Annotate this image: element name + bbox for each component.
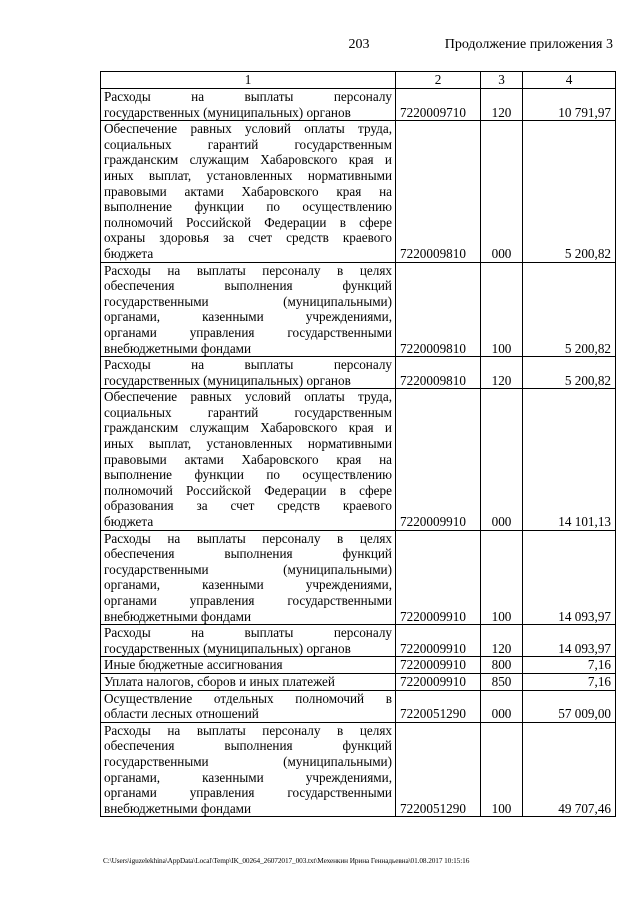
row-description [101, 673, 396, 690]
description-line: органами управления государственными [104, 324, 392, 340]
description-line: государственных (муниципальных) органов [104, 104, 351, 120]
description-line: Уплата налогов, сборов и иных платежей [104, 673, 335, 689]
target-code: 7220009910 [396, 673, 481, 690]
row-description [101, 121, 396, 262]
row-description [101, 657, 396, 674]
expense-type: 120 [481, 625, 523, 657]
amount: 49 707,46 [523, 722, 616, 817]
description-line: органами, казенными учреждениями, [104, 309, 392, 325]
row-description [101, 389, 396, 530]
description-line: внебюджетными фондами [104, 800, 252, 816]
table-row [101, 262, 616, 357]
description-line: государственных (муниципальных) органов [104, 640, 351, 656]
description-line: бюджета [104, 514, 154, 530]
expense-type: 100 [481, 262, 523, 357]
description-line: гражданским служащим Хабаровского края и [104, 420, 392, 436]
column-header-2: 2 [396, 72, 481, 89]
description-line: правовыми актами Хабаровского края на [104, 183, 392, 199]
description-line: Расходы на выплаты персоналу в целях [104, 722, 392, 738]
row-description [101, 262, 396, 357]
target-code: 7220009810 [396, 262, 481, 357]
footer-file-path: C:\Users\iguzelekhina\AppData\Local\Temp\IK_00264_26072017_003.txt\Мехенкин Ирина Геннадьевна\01.08.2017 10:15:16 [103, 856, 470, 865]
description-line: иных выплат, установленных нормативными [104, 436, 392, 452]
description-line: полномочий Российской Федерации в сфере [104, 482, 392, 498]
amount: 10 791,97 [523, 89, 616, 121]
table-row [101, 625, 616, 657]
description-line: Обеспечение равных условий оплаты труда, [104, 389, 392, 405]
column-header-3: 3 [481, 72, 523, 89]
description-line: Расходы на выплаты персоналу в целях [104, 530, 392, 546]
description-line: внебюджетными фондами [104, 340, 252, 356]
description-line: бюджета [104, 245, 154, 261]
description-line: органами, казенными учреждениями, [104, 577, 392, 593]
description-line: Осуществление отдельных полномочий в [104, 690, 392, 706]
table-row [101, 89, 616, 121]
table-body [101, 72, 616, 817]
description-line: органами управления государственными [104, 593, 392, 608]
description-line: государственными (муниципальными) [104, 293, 392, 309]
amount: 14 101,13 [523, 389, 616, 530]
target-code: 7220009910 [396, 389, 481, 530]
description-line: Иные бюджетные ассигнования [104, 657, 283, 673]
description-line: охраны здоровья за счет средств краевого [104, 230, 392, 246]
description-line: Расходы на выплаты персоналу [104, 625, 392, 641]
row-description [101, 357, 396, 389]
target-code: 7220009910 [396, 657, 481, 674]
description-line: обеспечения выполнения функций [104, 738, 392, 754]
description-line: органами, казенными учреждениями, [104, 769, 392, 785]
row-description [101, 530, 396, 625]
description-line: выполнение функции по осуществлению [104, 467, 392, 483]
expense-type: 850 [481, 673, 523, 690]
amount: 7,16 [523, 657, 616, 674]
table-row [101, 690, 616, 722]
column-header-4: 4 [523, 72, 616, 89]
amount: 14 093,97 [523, 625, 616, 657]
description-line: социальных гарантий государственным [104, 136, 392, 152]
description-line: государственных (муниципальных) органов [104, 372, 351, 388]
page-number: 203 [348, 37, 370, 52]
expense-type: 000 [481, 121, 523, 262]
description-line: Расходы на выплаты персоналу [104, 89, 392, 104]
budget-table [100, 71, 616, 817]
expense-type: 000 [481, 690, 523, 722]
description-line: обеспечения выполнения функций [104, 546, 392, 562]
column-header-1: 1 [101, 72, 396, 89]
description-line: Расходы на выплаты персоналу в целях [104, 262, 392, 278]
target-code: 7220051290 [396, 690, 481, 722]
description-line: Обеспечение равных условий оплаты труда, [104, 121, 392, 137]
amount: 7,16 [523, 673, 616, 690]
table-row [101, 357, 616, 389]
row-description [101, 690, 396, 722]
description-line: полномочий Российской Федерации в сфере [104, 214, 392, 230]
table-row [101, 121, 616, 262]
target-code: 7220009810 [396, 121, 481, 262]
table-row [101, 530, 616, 625]
description-line: социальных гарантий государственным [104, 404, 392, 420]
expense-type: 100 [481, 530, 523, 625]
description-line: иных выплат, установленных нормативными [104, 167, 392, 183]
row-description [101, 89, 396, 121]
amount: 5 200,82 [523, 121, 616, 262]
description-line: выполнение функции по осуществлению [104, 199, 392, 215]
table-row [101, 389, 616, 530]
description-line: внебюджетными фондами [104, 608, 252, 624]
expense-type: 800 [481, 657, 523, 674]
table-header-row [101, 72, 616, 89]
amount: 14 093,97 [523, 530, 616, 625]
description-line: обеспечения выполнения функций [104, 278, 392, 294]
amount: 5 200,82 [523, 357, 616, 389]
description-line: государственными (муниципальными) [104, 753, 392, 769]
description-line: области лесных отношений [104, 706, 259, 722]
target-code: 7220051290 [396, 722, 481, 817]
table-row [101, 673, 616, 690]
description-line: государственными (муниципальными) [104, 561, 392, 577]
expense-type: 100 [481, 722, 523, 817]
target-code: 7220009910 [396, 530, 481, 625]
description-line: органами управления государственными [104, 785, 392, 801]
amount: 57 009,00 [523, 690, 616, 722]
row-description [101, 722, 396, 817]
expense-type: 000 [481, 389, 523, 530]
target-code: 7220009710 [396, 89, 481, 121]
expense-type: 120 [481, 357, 523, 389]
target-code: 7220009910 [396, 625, 481, 657]
continuation-label: Продолжение приложения 3 [444, 37, 613, 52]
target-code: 7220009810 [396, 357, 481, 389]
expense-type: 120 [481, 89, 523, 121]
description-line: образования за счет средств краевого [104, 498, 392, 514]
description-line: правовыми актами Хабаровского края на [104, 451, 392, 467]
table-row [101, 657, 616, 674]
row-description [101, 625, 396, 657]
amount: 5 200,82 [523, 262, 616, 357]
table-row [101, 722, 616, 817]
description-line: Расходы на выплаты персоналу [104, 357, 392, 373]
description-line: гражданским служащим Хабаровского края и [104, 152, 392, 168]
